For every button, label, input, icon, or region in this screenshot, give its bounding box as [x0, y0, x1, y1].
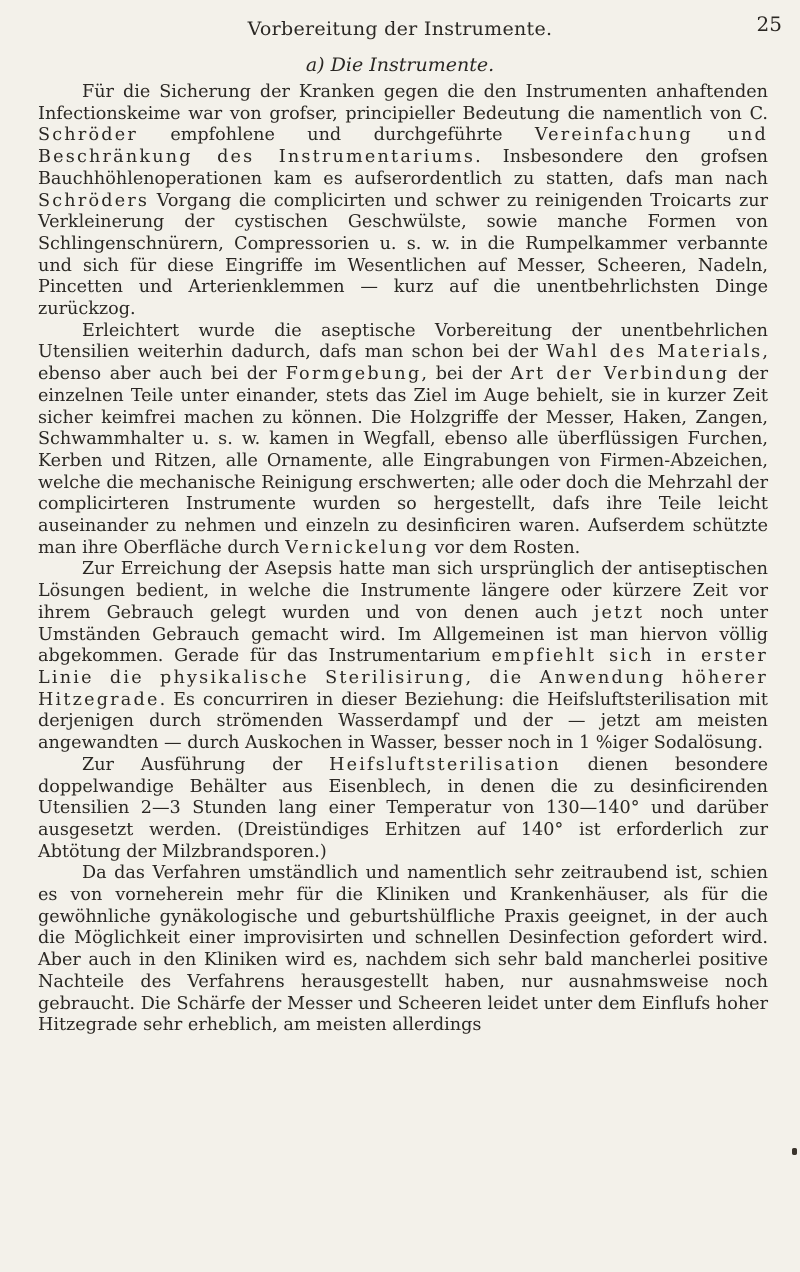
- spaced-emphasis: Vernickelung: [285, 537, 429, 558]
- spaced-emphasis: Formgebung: [285, 364, 422, 385]
- text-run: empfohlene und durchgeführte: [137, 125, 535, 146]
- section-title: Die Instrumente.: [330, 54, 495, 76]
- page-number: 25: [756, 12, 782, 36]
- text-run: , ebenso aber auch bei der: [38, 342, 768, 385]
- paragraph: [38, 559, 768, 754]
- spaced-emphasis: Schröders: [38, 190, 150, 211]
- spaced-emphasis: empfiehlt sich in erster Linie die physikalische Sterilisirung, die Anwendung höherer Hitzegrade: [38, 646, 769, 710]
- text-run: dienen besondere doppelwandige Behälter aus Eisenblech, in denen die zu desinficirenden Utensilien 2—3 Stunden lang einer Temperatur von 130—140° und darüber ausgesetzt werden. (Dreistündiges Erhitzen auf 140° ist erforderlich zur Abtötung der Milzbrandsporen.): [38, 754, 768, 862]
- text-run: Erleichtert wurde die aseptische Vorbereitung der unentbehrlichen Utensilien weiterhin dadurch, dafs man schon bei der: [38, 320, 768, 363]
- section-label: a): [305, 54, 325, 76]
- text-run: Vorgang die complicirten und schwer zu reinigenden Troicarts zur Verkleinerung der cystischen Geschwülste, sowie manche Formen von Schlingenschnürern, Compressorien u. s. w. in die Rumpelkammer verbannte und sich für diese Eingriffe im Wesentlichen auf Messer, Scheeren, Nadeln, Pincetten und Arterienklemmen — kurz auf die unentbehrlichsten Dinge zurückzog.: [38, 190, 768, 320]
- text-run: . Insbesondere den grofsen Bauchhöhlenoperationen kam es aufserordentlich zu statten, dafs man nach: [38, 147, 769, 189]
- text-run: Zur Ausführung der: [82, 754, 330, 775]
- text-run: Für die Sicherung der Kranken gegen die den Instrumenten anhaftenden Infectionskeime war von grofser, principieller Bedeutung die namentlich von C.: [38, 82, 768, 124]
- text-run: noch unter Umständen Gebrauch gemacht wird. Im Allgemeinen ist man hiervon völlig abgekommen. Gerade für das Instrumentarium: [38, 602, 768, 667]
- section-heading: [0, 54, 800, 76]
- text-run: , bei der: [421, 364, 511, 385]
- spaced-emphasis: Heifsluftsterilisation: [329, 754, 561, 775]
- paragraph: [38, 321, 768, 560]
- text-run: Da das Verfahren umständlich und namentlich sehr zeitraubend ist, schien es von vorneherein mehr für die Kliniken und Krankenhäuser, als für die gewöhnliche gynäkologische und geburtshülfliche Praxis geeignet, in der auch die Möglichkeit einer improvisirten und schnellen Desinfection gefordert wird. Aber auch in den Kliniken wird es, nachdem sich sehr bald mancherlei positive Nachteile des Verfahrens herausgestellt haben, nur ausnahmsweise noch gebraucht. Die Schärfe der Messer und Scheeren leidet unter dem Einflufs hoher Hitzegrade sehr erheblich, am meisten allerdings: [38, 863, 768, 1036]
- paragraph: [38, 755, 768, 864]
- text-run: . Es concurriren in dieser Beziehung: die Heifsluftsterilisation mit derjenigen durch strömenden Wasserdampf und der — jetzt am meisten angewandten — durch Auskochen in Wasser, besser noch in 1 %iger Sodalösung.: [38, 689, 768, 754]
- spaced-emphasis: Wahl des Materials: [546, 342, 763, 363]
- spaced-emphasis: Vereinfachung und Beschränkung des Instrumentariums: [38, 125, 768, 168]
- text-run: vor dem Rosten.: [428, 537, 581, 558]
- running-head: Vorbereitung der Instrumente.: [247, 18, 553, 40]
- spaced-emphasis: Schröder: [38, 125, 138, 146]
- body-text: [38, 82, 768, 1037]
- paragraph: [38, 863, 768, 1037]
- ink-mark: [792, 1148, 797, 1155]
- spaced-emphasis: jetzt: [593, 602, 645, 623]
- text-run: Zur Erreichung der Asepsis hatte man sich ursprünglich der antiseptischen Lösungen bedient, in welche die Instrumente längere oder kürzere Zeit vor ihrem Gebrauch gelegt wurden und von denen auch: [38, 559, 768, 623]
- spaced-emphasis: Art der Verbindung: [510, 364, 730, 385]
- paragraph: [38, 82, 768, 321]
- text-run: der einzelnen Teile unter einander, stets das Ziel im Auge behielt, sie in kurzer Zeit sicher keimfrei machen zu können. Die Holzgriffe der Messer, Haken, Zangen, Schwammhalter u. s. w. kamen in Wegfall, ebenso alle überflüssigen Furchen, Kerben und Ritzen, alle Ornamente, alle Eingrabungen von Firmen-Abzeichen, welche die mechanische Reinigung erschwerten; alle oder doch die Mehrzahl der complicirteren Instrumente wurden so hergestellt, dafs ihre Teile leicht auseinander zu nehmen und einzeln zu desinficiren waren. Aufserdem schützte man ihre Oberfläche durch: [38, 364, 768, 558]
